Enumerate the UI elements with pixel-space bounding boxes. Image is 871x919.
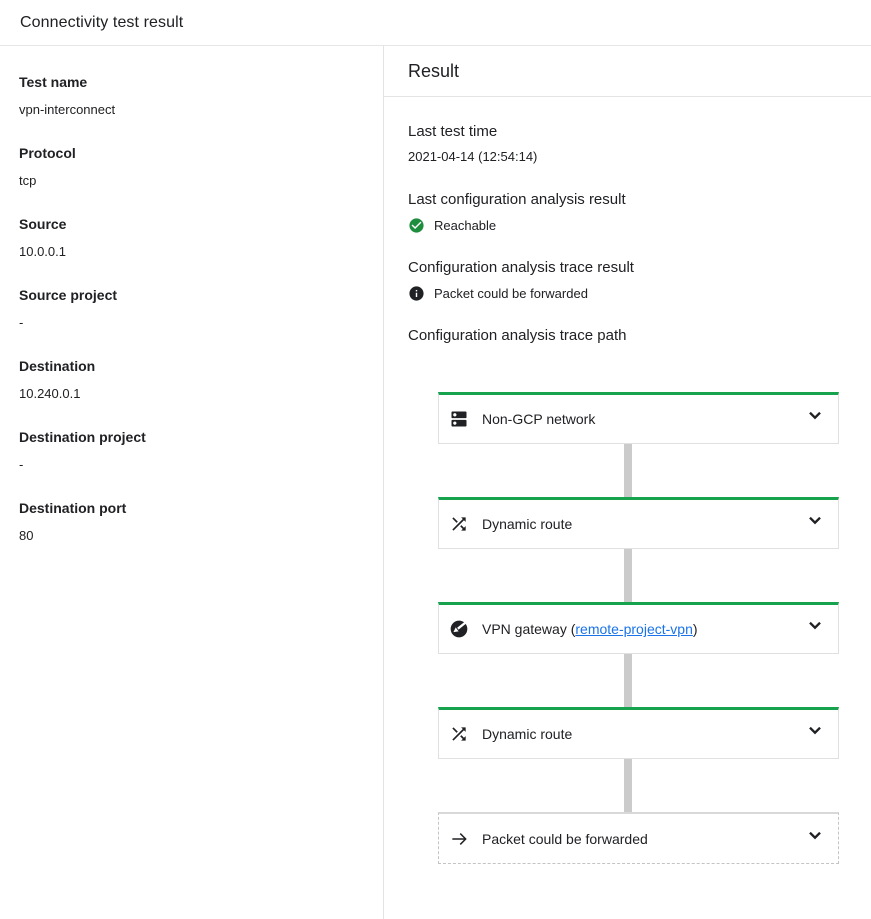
field-value: 80 xyxy=(19,528,34,543)
field-protocol xyxy=(19,145,363,189)
field-source-project xyxy=(19,287,363,331)
non-gcp-network-icon xyxy=(449,409,469,429)
field-label: Source project xyxy=(19,287,118,303)
field-value: tcp xyxy=(19,173,37,188)
field-label: Destination port xyxy=(19,500,127,516)
trace-path-diagram xyxy=(438,392,839,864)
trace-step-label: Non-GCP network xyxy=(482,411,596,427)
field-destination xyxy=(19,358,363,402)
trace-path-label: Configuration analysis trace path xyxy=(408,327,627,344)
trace-step-card-dynamic-route-1[interactable] xyxy=(438,497,839,549)
field-label: Source xyxy=(19,216,67,232)
check-circle-icon xyxy=(408,217,425,234)
trace-step-card-non-gcp-network[interactable] xyxy=(438,392,839,444)
chevron-down-icon[interactable] xyxy=(804,404,826,426)
analysis-result-status-text: Reachable xyxy=(434,218,497,233)
trace-step-card-vpn-gateway[interactable] xyxy=(438,602,839,654)
field-value: 10.240.0.1 xyxy=(19,386,81,401)
chevron-down-icon[interactable] xyxy=(804,824,826,846)
content xyxy=(0,46,871,919)
test-details-panel xyxy=(0,46,384,919)
field-value: - xyxy=(19,315,24,330)
field-label: Test name xyxy=(19,74,88,90)
field-label: Protocol xyxy=(19,145,76,161)
page-title: Connectivity test result xyxy=(20,13,184,31)
trace-connector xyxy=(624,759,632,812)
trace-step-card-packet-forwarded[interactable] xyxy=(438,812,839,864)
trace-result-label: Configuration analysis trace result xyxy=(408,259,634,276)
field-value: - xyxy=(19,457,24,472)
trace-result-status xyxy=(408,285,847,302)
vpn-gateway-link[interactable]: remote-project-vpn xyxy=(575,621,693,637)
chevron-down-icon[interactable] xyxy=(804,614,826,636)
trace-step-card-dynamic-route-2[interactable] xyxy=(438,707,839,759)
field-destination-port xyxy=(19,500,363,544)
field-test-name xyxy=(19,74,363,118)
result-section-header xyxy=(384,46,871,97)
result-title: Result xyxy=(408,60,460,81)
last-test-time-label: Last test time xyxy=(408,123,498,140)
field-source xyxy=(19,216,363,260)
last-test-time-value: 2021-04-14 (12:54:14) xyxy=(408,149,538,164)
vpn-gateway-icon xyxy=(449,619,469,639)
chevron-down-icon[interactable] xyxy=(804,719,826,741)
result-body xyxy=(384,97,871,864)
field-value: 10.0.0.1 xyxy=(19,244,66,259)
result-panel xyxy=(384,46,871,919)
packet-forwarded-arrow-icon xyxy=(449,829,469,849)
analysis-result-label: Last configuration analysis result xyxy=(408,191,626,208)
chevron-down-icon[interactable] xyxy=(804,509,826,531)
trace-connector xyxy=(624,549,632,602)
trace-connector xyxy=(624,444,632,497)
field-label: Destination project xyxy=(19,429,146,445)
field-label: Destination xyxy=(19,358,96,374)
field-destination-project xyxy=(19,429,363,473)
vpn-gateway-label-prefix: VPN gateway ( xyxy=(482,621,576,637)
trace-step-label: Dynamic route xyxy=(482,726,573,742)
field-value: vpn-interconnect xyxy=(19,102,116,117)
info-icon xyxy=(408,285,425,302)
trace-step-label: Packet could be forwarded xyxy=(482,830,648,847)
page-header xyxy=(0,0,871,46)
dynamic-route-icon xyxy=(449,724,469,744)
dynamic-route-icon xyxy=(449,514,469,534)
trace-step-label: Dynamic route xyxy=(482,516,573,532)
analysis-result-status xyxy=(408,217,847,234)
vpn-gateway-label-suffix: ) xyxy=(692,621,698,637)
trace-result-status-text: Packet could be forwarded xyxy=(434,286,588,301)
trace-connector xyxy=(624,654,632,707)
trace-step-label xyxy=(482,621,698,637)
